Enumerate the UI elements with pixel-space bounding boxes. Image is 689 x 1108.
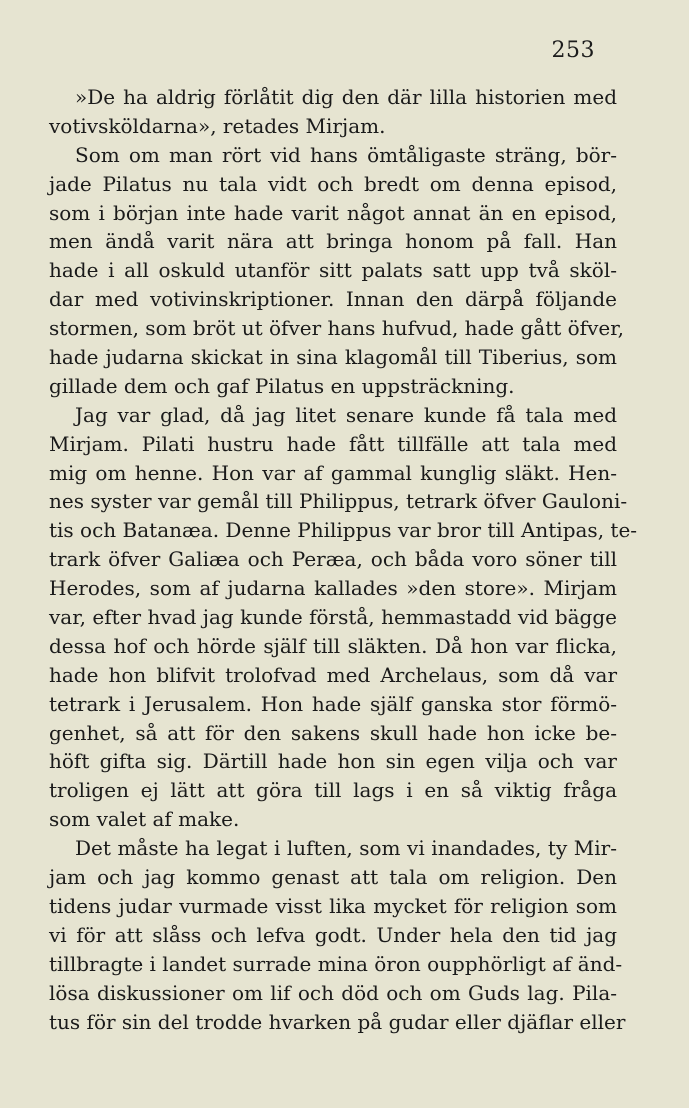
text-line: tidens judar vurmade visst lika mycket för religion som [49,893,617,918]
text-line: tillbragte i landet surrade mina öron oupphörligt af änd- [49,951,623,976]
text-line: Mirjam. Pilati hustru hade fått tillfälle att tala med [49,431,617,456]
text-line: jam och jag kommo genast att tala om religion. Den [49,865,617,890]
text-line: mig om henne. Hon var af gammal kunglig släkt. Hen- [49,460,617,485]
text-line: hade i all oskuld utanför sitt palats satt upp två sköl- [49,258,617,283]
text-line: Det måste ha legat i luften, som vi inandades, ty Mir- [75,836,617,861]
text-line: dessa hof och hörde själf till släkten. Då hon var flicka, [49,633,617,658]
text-line: Som om man rört vid hans ömtåligaste sträng, bör- [75,142,617,167]
text-line: Jag var glad, då jag litet senare kunde få tala med [75,402,617,427]
text-line: jade Pilatus nu tala vidt och bredt om denna episod, [49,171,617,196]
text-line: hade hon blifvit trolofvad med Archelaus, som då var [49,662,617,687]
text-line: som valet af make. [49,807,240,832]
text-line: vi för att slåss och lefva godt. Under hela den tid jag [49,922,617,947]
text-line: hade judarna skickat in sina klagomål till Tiberius, som [49,345,617,370]
text-line: »De ha aldrig förlåtit dig den där lilla historien med [75,85,617,109]
text-line: stormen, som bröt ut öfver hans hufvud, hade gått öfver, [49,316,624,341]
text-line: troligen ej lätt att göra till lags i en så viktig fråga [49,778,617,803]
text-line: votivsköldarna», retades Mirjam. [49,113,386,138]
text-line: var, efter hvad jag kunde förstå, hemmastadd vid bägge [49,605,617,630]
text-line: Herodes, som af judarna kallades »den store». Mirjam [49,576,617,601]
text-line: höft gifta sig. Därtill hade hon sin egen vilja och var [49,749,617,774]
text-line: lösa diskussioner om lif och död och om Guds lag. Pila- [49,980,617,1005]
text-line: men ändå varit nära att bringa honom på fall. Han [49,229,617,254]
text-line: dar med votivinskriptioner. Innan den därpå följande [49,287,617,312]
body-text [49,83,638,1036]
text-line: genhet, så att för den sakens skull hade hon icke be- [49,720,617,745]
text-line: nes syster var gemål till Philippus, tetrark öfver Gauloni- [49,489,628,514]
text-line: gillade dem och gaf Pilatus en uppsträckning. [49,373,515,398]
text-line: som i början inte hade varit något annat än en episod, [49,200,617,225]
text-line: trark öfver Galiæa och Peræa, och båda voro söner till [49,547,617,572]
page-number: 253 [551,38,595,63]
text-line: tetrark i Jerusalem. Hon hade själf ganska stor förmö- [49,691,617,716]
text-line: tus för sin del trodde hvarken på gudar eller djäflar eller [49,1009,626,1034]
text-line: tis och Batanæa. Denne Philippus var bror till Antipas, te- [49,518,638,543]
